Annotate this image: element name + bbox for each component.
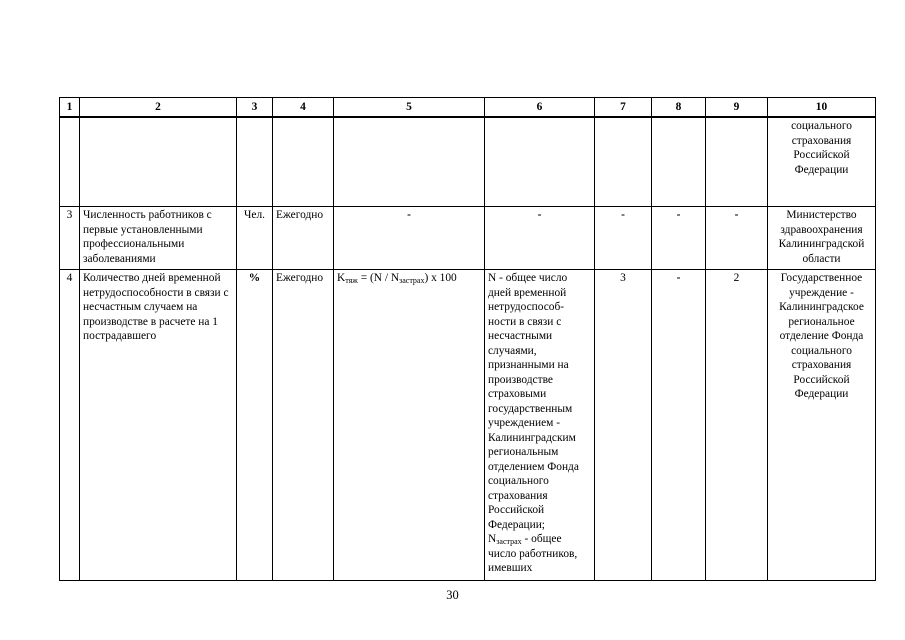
indicator-name: Численность работников с первые установленными профессиональными заболеваниями	[80, 207, 237, 270]
formula-cell	[334, 270, 485, 581]
description-cell	[485, 270, 595, 581]
header-cell: 10	[768, 98, 876, 118]
table-row-continuation	[60, 117, 876, 207]
formula-k: K	[337, 272, 346, 284]
row-number: 3	[60, 207, 80, 270]
value-cell-9: -	[706, 207, 768, 270]
page-number: 30	[446, 588, 459, 602]
value-cell-8: -	[652, 270, 706, 581]
header-cell: 8	[652, 98, 706, 118]
indicator-name: Количество дней временной нетрудоспособности в связи с несчастным случаем на производстве в расчете на 1 пострадавшего	[80, 270, 237, 581]
description-text: N - общее число дней временной нетрудоспособ- ности в связи с несчастными случаями, признанными на производстве страховыми государственным учреждением - Калининградским региональным отделением Фонда социального страхования Российской Федерации;	[488, 272, 579, 531]
formula-mid: = (N / N	[357, 272, 400, 284]
period-cell: Ежегодно	[273, 207, 334, 270]
formula-tail: ) x 100	[424, 272, 457, 284]
header-cell: 2	[80, 98, 237, 118]
table-row-4	[60, 270, 876, 581]
header-cell: 6	[485, 98, 595, 118]
description-text-cont: - общее число работников, имевших	[488, 533, 578, 574]
row-number: 4	[60, 270, 80, 581]
unit-cell: Чел.	[237, 207, 273, 270]
header-cell: 3	[237, 98, 273, 118]
value-cell-8: -	[652, 207, 706, 270]
header-cell: 4	[273, 98, 334, 118]
formula-cell: -	[334, 207, 485, 270]
header-cell: 9	[706, 98, 768, 118]
unit-cell: %	[237, 270, 273, 581]
indicators-table	[59, 97, 876, 581]
description-n: N	[488, 533, 497, 545]
value-cell-7: 3	[595, 270, 652, 581]
formula-n-subscript: застрах	[399, 276, 425, 285]
value-cell-7: -	[595, 207, 652, 270]
responsible-cell: Министерство здравоохранения Калининградской области	[768, 207, 876, 270]
period-cell: Ежегодно	[273, 270, 334, 581]
table-header-row	[60, 98, 876, 118]
header-cell: 1	[60, 98, 80, 118]
header-cell: 7	[595, 98, 652, 118]
responsible-cell: Государственное учреждение - Калининградское региональное отделение Фонда социального страхования Российской Федерации	[768, 270, 876, 581]
description-n-subscript: застрах	[496, 537, 522, 546]
table-row-3	[60, 207, 876, 270]
description-cell: -	[485, 207, 595, 270]
responsible-cell: социального страхования Российской Федерации	[768, 117, 876, 207]
header-cell: 5	[334, 98, 485, 118]
value-cell-9: 2	[706, 270, 768, 581]
formula-k-subscript: тяж	[345, 276, 358, 285]
